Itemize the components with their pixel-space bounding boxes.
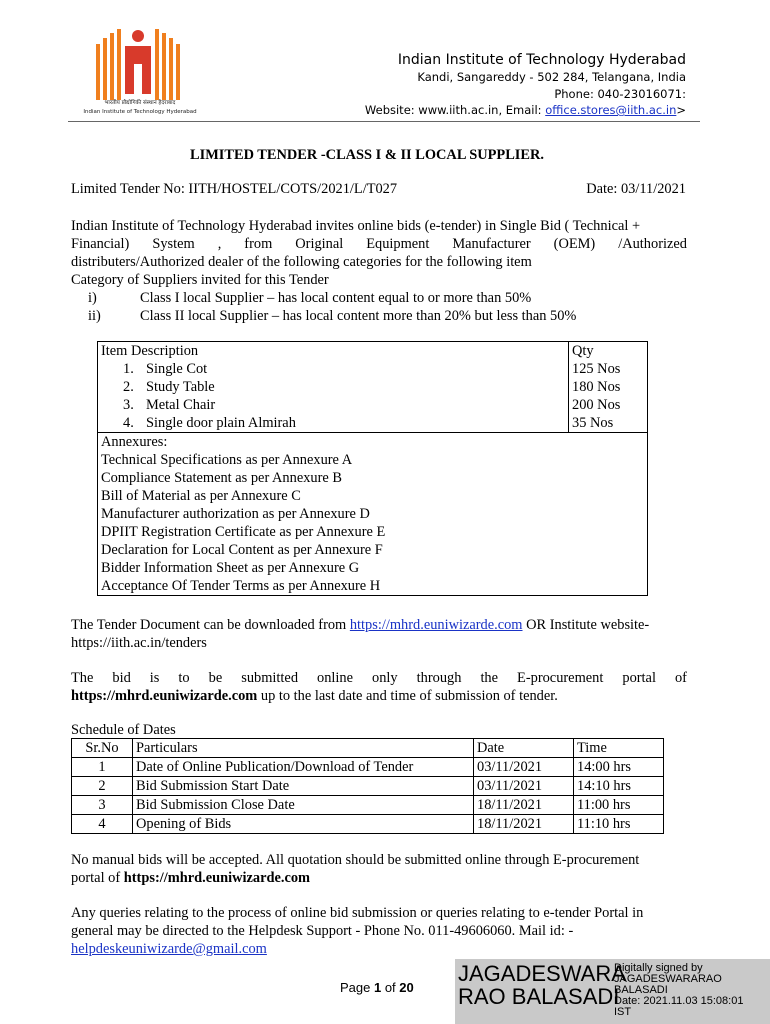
item-number: 1.	[123, 361, 134, 377]
submission-word: submitted	[241, 670, 299, 686]
qty-header: Qty	[572, 343, 594, 359]
submission-word: The	[71, 670, 94, 686]
signer-name	[458, 962, 626, 1008]
table-row	[72, 815, 664, 834]
annexure-item: Technical Specifications as per Annexure A	[101, 452, 353, 468]
schedule-table	[71, 738, 664, 834]
qty-cell	[569, 342, 648, 433]
submission-word: through	[416, 670, 462, 686]
item-name: Single Cot	[146, 361, 208, 377]
document-title: LIMITED TENDER -CLASS I & II LOCAL SUPPLIER.	[190, 147, 544, 163]
table-cell: 03/11/2021	[474, 758, 574, 777]
table-cell: 2	[72, 777, 133, 796]
submission-line-1	[71, 670, 687, 687]
annexures-heading: Annexures:	[101, 434, 168, 450]
category-text: Class II local Supplier – has local content more than 20% but less than 50%	[140, 308, 577, 324]
table-header: Particulars	[133, 739, 474, 758]
list-item	[101, 396, 568, 414]
signature-detail-line: Digitally signed by	[614, 962, 703, 974]
tender-date: Date: 03/11/2021	[586, 181, 686, 197]
table-row	[72, 739, 664, 758]
category-text: Class I local Supplier – has local content equal to or more than 50%	[140, 290, 532, 306]
signature-detail-line: BALASADI	[614, 984, 668, 996]
intro-word: Financial)	[71, 236, 130, 252]
table-cell: Bid Submission Start Date	[133, 777, 474, 796]
submission-word: only	[372, 670, 398, 686]
intro-line-3: distributers/Authorized dealer of the following categories for the following item	[71, 254, 532, 270]
item-number: 3.	[123, 397, 134, 413]
table-row	[98, 433, 648, 596]
signer-name-line: RAO BALASADI	[458, 984, 620, 1009]
item-list	[101, 360, 568, 432]
table-cell: 11:10 hrs	[574, 815, 664, 834]
schedule-heading: Schedule of Dates	[71, 722, 176, 738]
annexure-item: DPIIT Registration Certificate as per Annexure E	[101, 524, 386, 540]
category-number: i)	[88, 290, 97, 306]
queries-line-2: general may be directed to the Helpdesk Support - Phone No. 011-49606060. Mail id: -	[71, 923, 574, 939]
page-of: of	[381, 980, 400, 995]
logo-english-text: Indian Institute of Technology Hyderabad	[83, 109, 197, 115]
table-cell: 03/11/2021	[474, 777, 574, 796]
intro-line-2	[71, 236, 687, 253]
submission-word: be	[208, 670, 223, 686]
table-cell: 18/11/2021	[474, 815, 574, 834]
submission-word: E-procurement	[517, 670, 604, 686]
portal-url-bold: https://mhrd.euniwizarde.com	[123, 870, 311, 886]
intro-word: Manufacturer	[452, 236, 531, 252]
annexure-item: Compliance Statement as per Annexure B	[101, 470, 342, 486]
intro-line-1: Indian Institute of Technology Hyderabad invites online bids (e-tender) in Single Bid ( Technical +	[71, 218, 641, 234]
intro-word: from	[244, 236, 273, 252]
institute-website	[365, 103, 686, 117]
table-row	[98, 342, 648, 433]
list-item	[101, 414, 568, 432]
submission-word: of	[674, 670, 687, 686]
no-manual-line-1: No manual bids will be accepted. All quotation should be submitted online through E-procurement	[71, 852, 640, 868]
signature-detail-line: JAGADESWARARAO	[614, 973, 722, 985]
queries-line-1: Any queries relating to the process of online bid submission or queries relating to e-tender Portal in	[71, 905, 644, 921]
submission-text: up to the last date and time of submission of tender.	[257, 688, 558, 704]
category-number: ii)	[88, 308, 101, 324]
submission-word: portal	[622, 670, 656, 686]
submission-line-2	[71, 688, 558, 705]
annexure-item: Declaration for Local Content as per Annexure F	[101, 542, 383, 558]
submission-word: is	[149, 670, 160, 686]
item-name: Metal Chair	[146, 397, 216, 413]
download-text: The Tender Document can be downloaded from	[71, 617, 350, 633]
table-cell: 11:00 hrs	[574, 796, 664, 815]
submission-word: bid	[112, 670, 131, 686]
annexures-cell	[98, 433, 648, 596]
institute-phone: Phone: 040-23016071:	[554, 87, 686, 101]
list-item	[101, 378, 568, 396]
portal-url-bold: https://mhrd.euniwizarde.com	[71, 688, 258, 704]
intro-word: Equipment	[366, 236, 430, 252]
table-cell: 18/11/2021	[474, 796, 574, 815]
intro-word: /Authorized	[618, 236, 687, 252]
item-number: 2.	[123, 379, 134, 395]
portal-link[interactable]: https://mhrd.euniwizarde.com	[349, 617, 523, 633]
table-cell: 4	[72, 815, 133, 834]
intro-word: ,	[217, 236, 222, 252]
submission-word: online	[317, 670, 354, 686]
table-cell: Date of Online Publication/Download of Tender	[133, 758, 474, 777]
table-row	[72, 758, 664, 777]
signature-detail-line: Date: 2021.11.03 15:08:01	[614, 995, 744, 1007]
item-number: 4.	[123, 415, 134, 431]
item-name: Single door plain Almirah	[146, 415, 296, 431]
no-manual-line-2	[71, 870, 310, 887]
table-header: Sr.No	[72, 739, 133, 758]
signer-name-line: JAGADESWARA	[458, 961, 626, 986]
header-divider	[68, 121, 700, 122]
website-label: Website: www.iith.ac.in, Email:	[364, 103, 546, 117]
logo-hindi-text: भारतीय प्रौद्योगिकी संस्थान हैदराबाद	[104, 100, 176, 106]
download-line	[71, 617, 649, 634]
qty-value: 180 Nos	[572, 379, 621, 395]
signature-detail-line: IST	[614, 1006, 632, 1018]
annexure-item: Manufacturer authorization as per Annexure D	[101, 506, 370, 522]
table-row	[72, 796, 664, 815]
list-item	[101, 360, 568, 378]
qty-value: 125 Nos	[572, 361, 621, 377]
intro-word: (OEM)	[553, 236, 596, 252]
qty-value: 200 Nos	[572, 397, 621, 413]
no-manual-text: portal of	[71, 870, 124, 886]
item-description-cell	[98, 342, 569, 433]
institute-address: Kandi, Sangareddy - 502 284, Telangana, India	[417, 70, 686, 84]
annexure-item: Bill of Material as per Annexure C	[101, 488, 301, 504]
submission-word: to	[178, 670, 190, 686]
page-label: Page	[340, 980, 374, 995]
page-current: 1	[373, 980, 382, 995]
table-cell: 1	[72, 758, 133, 777]
table-cell: Bid Submission Close Date	[133, 796, 474, 815]
intro-word: System	[152, 236, 195, 252]
page-total: 20	[399, 980, 414, 995]
table-cell: 3	[72, 796, 133, 815]
category-heading: Category of Suppliers invited for this Tender	[71, 272, 329, 288]
email-link[interactable]: office.stores@iith.ac.in	[545, 103, 677, 117]
intro-word: Original	[295, 236, 344, 252]
table-header: Time	[574, 739, 664, 758]
download-text: OR Institute website-	[522, 617, 650, 633]
annexure-item: Bidder Information Sheet as per Annexure G	[101, 560, 360, 576]
helpdesk-email-link[interactable]: helpdeskeuniwizarde@gmail.com	[71, 941, 267, 957]
submission-word: the	[480, 670, 499, 686]
table-header: Date	[474, 739, 574, 758]
tender-number: Limited Tender No: IITH/HOSTEL/COTS/2021/L/T027	[71, 181, 398, 197]
qty-value: 35 Nos	[572, 415, 614, 431]
table-cell: 14:00 hrs	[574, 758, 664, 777]
item-name: Study Table	[146, 379, 215, 395]
table-cell: 14:10 hrs	[574, 777, 664, 796]
item-description-header: Item Description	[101, 343, 199, 359]
table-cell: Opening of Bids	[133, 815, 474, 834]
institute-tenders-url: https://iith.ac.in/tenders	[71, 635, 207, 651]
signature-details	[614, 963, 743, 1018]
page-number	[340, 980, 414, 995]
iith-logo	[92, 24, 184, 104]
table-row	[72, 777, 664, 796]
items-table	[97, 341, 648, 596]
website-suffix: >	[676, 103, 686, 117]
annexure-item: Acceptance Of Tender Terms as per Annexure H	[101, 578, 381, 594]
institute-name: Indian Institute of Technology Hyderabad	[397, 52, 686, 68]
